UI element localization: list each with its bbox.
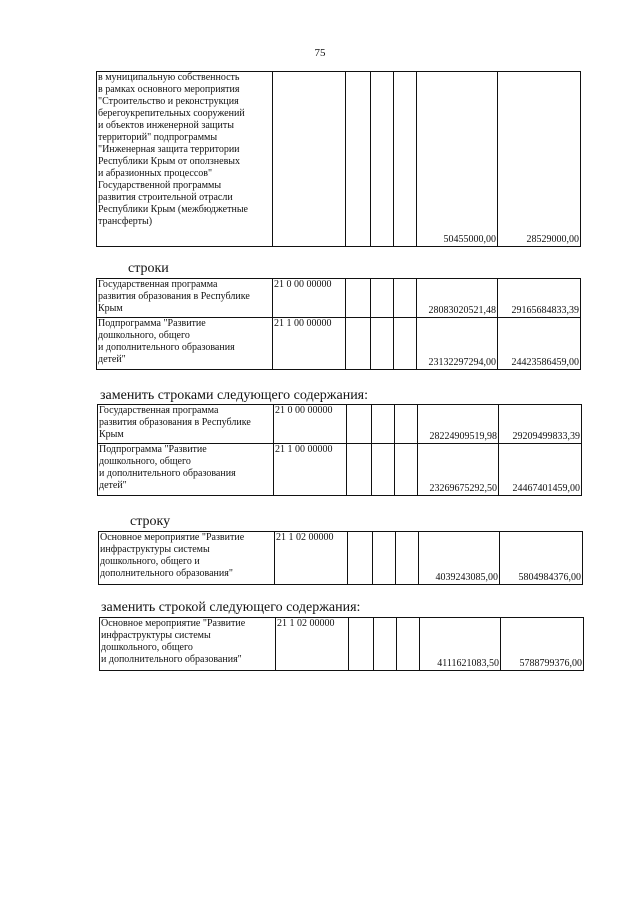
empty-cell (346, 72, 371, 247)
row-name: Основное мероприятие "Развитие инфраструктуры системы дошкольного, общего и дополнительного образования" (100, 618, 276, 671)
empty-cell (371, 318, 394, 370)
empty-cell (346, 318, 371, 370)
row-name: Государственная программа развития образования в Республике Крым (97, 279, 273, 318)
row-name: Государственная программа развития образования в Республике Крым (98, 405, 274, 444)
budget-table-old-rows (96, 278, 581, 370)
heading-lines: строки (128, 261, 169, 276)
empty-cell (394, 72, 417, 247)
empty-cell (348, 532, 373, 585)
row-code: 21 1 02 00000 (276, 618, 349, 671)
empty-cell (372, 444, 395, 496)
heading-replace-row: заменить строкой следующего содержания: (101, 600, 361, 615)
row-value-2: 29165684833,39 (498, 279, 581, 318)
table-row (99, 532, 583, 585)
empty-cell (347, 444, 372, 496)
table-row (97, 279, 581, 318)
row-code (273, 72, 346, 247)
row-value-1: 23269675292,50 (418, 444, 499, 496)
row-code: 21 1 00 00000 (274, 444, 347, 496)
row-value-1: 28083020521,48 (417, 279, 498, 318)
row-value-1: 4111621083,50 (420, 618, 501, 671)
row-value-2: 5804984376,00 (500, 532, 583, 585)
budget-table-new-row (99, 617, 584, 671)
row-name: в муниципальную собственность в рамках основного мероприятия "Строительство и реконструкция берегоукрепительных сооружений и объектов инженерной защиты территорий" подпрограммы "Инженерная защита территории Республики Крым от оползневых и абразионных процессов" Государственной программы развития строительной отрасли Республики Крым (межбюджетные трансферты) (97, 72, 273, 247)
row-name: Основное мероприятие "Развитие инфраструктуры системы дошкольного, общего и дополнительного образования" (99, 532, 275, 585)
row-value-1: 23132297294,00 (417, 318, 498, 370)
row-code: 21 1 00 00000 (273, 318, 346, 370)
row-name: Подпрограмма "Развитие дошкольного, общего и дополнительного образования детей" (97, 318, 273, 370)
empty-cell (349, 618, 374, 671)
empty-cell (395, 444, 418, 496)
heading-line: строку (130, 514, 171, 529)
empty-cell (396, 532, 419, 585)
empty-cell (371, 279, 394, 318)
budget-table-old-row (98, 531, 583, 585)
table-row (97, 318, 581, 370)
empty-cell (394, 279, 417, 318)
empty-cell (394, 318, 417, 370)
row-value-1: 50455000,00 (417, 72, 498, 247)
row-code: 21 0 00 00000 (274, 405, 347, 444)
row-value-1: 28224909519,98 (418, 405, 499, 444)
budget-table-new-rows (97, 404, 582, 496)
table-row (98, 444, 582, 496)
empty-cell (373, 532, 396, 585)
row-value-2: 28529000,00 (498, 72, 581, 247)
row-value-1: 4039243085,00 (419, 532, 500, 585)
row-code: 21 0 00 00000 (273, 279, 346, 318)
empty-cell (346, 279, 371, 318)
table-row (98, 405, 582, 444)
table-row (97, 72, 581, 247)
table-row (100, 618, 584, 671)
row-value-2: 24467401459,00 (499, 444, 582, 496)
heading-replace-rows: заменить строками следующего содержания: (100, 388, 369, 403)
budget-table-continuation (96, 71, 581, 247)
empty-cell (374, 618, 397, 671)
page-number: 75 (314, 47, 326, 59)
row-name: Подпрограмма "Развитие дошкольного, общего и дополнительного образования детей" (98, 444, 274, 496)
row-value-2: 5788799376,00 (501, 618, 584, 671)
empty-cell (395, 405, 418, 444)
empty-cell (371, 72, 394, 247)
row-value-2: 24423586459,00 (498, 318, 581, 370)
empty-cell (347, 405, 372, 444)
row-code: 21 1 02 00000 (275, 532, 348, 585)
empty-cell (372, 405, 395, 444)
row-value-2: 29209499833,39 (499, 405, 582, 444)
empty-cell (397, 618, 420, 671)
